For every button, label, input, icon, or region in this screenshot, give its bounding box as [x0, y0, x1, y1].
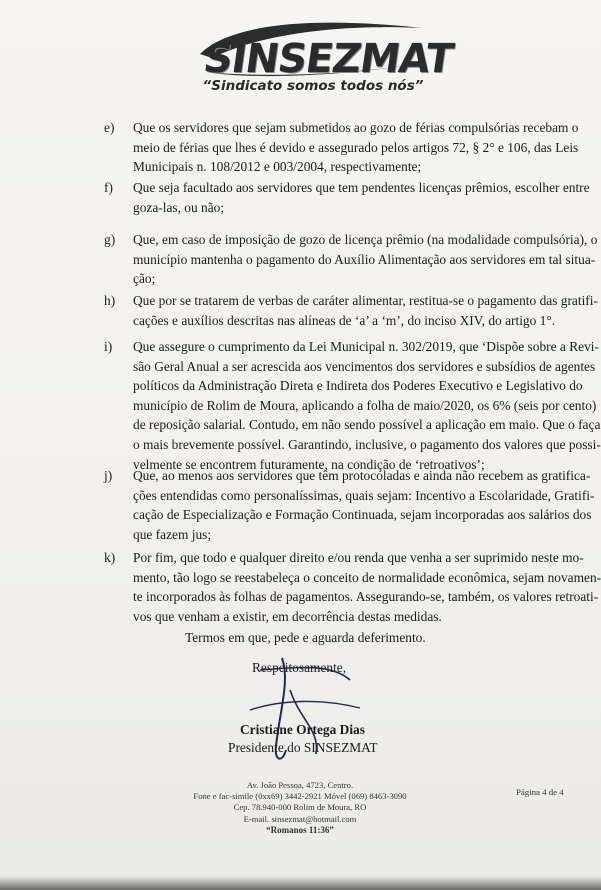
item-text	[133, 291, 598, 330]
item-letter: f)	[104, 180, 113, 195]
text-line: Que por se tratarem de verbas de caráter alimentar, restitua-se o pagamento das gratifi-	[133, 293, 598, 308]
item-letter: g)	[104, 232, 116, 247]
text-line: ções entendidas como personalíssimas, quais sejam: Incentivo a Escolaridade, Gratifi-	[133, 487, 595, 503]
footer-cep: Cep. 78.940-000 Rolim de Moura, RO	[233, 802, 367, 813]
footer-email[interactable]: E-mail. sinsezmat@hotmail.com	[243, 813, 357, 824]
item-letter: k)	[104, 550, 116, 565]
footer-address: Av. João Pessoa, 4723, Centro.	[246, 780, 354, 790]
item-text	[133, 118, 578, 177]
footer-phone: Fone e fac-simile (0xx69) 3442-2921 Móvel (069) 8463-3090	[193, 791, 407, 802]
text-line: velmente se encontrem futuramente, na condição de ‘retroativos’;	[133, 456, 485, 472]
text-line: Que, em caso de imposição de gozo de licença prêmio (na modalidade compulsória), o	[133, 232, 598, 247]
text-line: vos que venham a existir, em decorrência destas medidas.	[133, 608, 442, 624]
footer-verse: “Romanos 11:36”	[266, 824, 334, 835]
regards-line: Respeitosamente,	[252, 660, 347, 675]
signer-name: Cristiane Ortega Dias	[240, 722, 365, 737]
item-letter: e)	[104, 120, 115, 135]
text-line: Que, ao menos aos servidores que têm protocoladas e ainda não recebem as gratifica-	[133, 468, 591, 483]
text-line: o mais brevemente possível. Garantindo, inclusive, o pagamento dos valores que possi-	[133, 436, 601, 452]
text-line: goza-las, ou não;	[133, 199, 225, 215]
text-line: cações e auxílios descritas nas alíneas de ‘a’ a ‘m’, do inciso XIV, do artigo 1°.	[133, 312, 556, 328]
text-line: Que os servidores que sejam submetidos ao gozo de férias compulsórias recebam o	[133, 120, 579, 135]
item-text	[133, 230, 597, 289]
item-text	[133, 178, 590, 217]
footer	[150, 780, 450, 836]
item-letter: h)	[104, 293, 116, 308]
text-line: de reposição salarial. Contudo, em não sendo possível a aplicação em maio. Que o faça	[133, 417, 601, 433]
scan-edge-shadow	[0, 876, 601, 890]
text-line: te incorporados às folhas de pagamentos. Assegurando-se, também, os valores retroati-	[133, 589, 599, 605]
text-line: que fazem jus;	[133, 526, 212, 542]
logo-slogan: “Sindicato somos todos nós”	[202, 78, 424, 94]
item-text	[133, 466, 594, 544]
text-line: ção;	[133, 271, 156, 287]
text-line: mento, tão logo se reestabeleça o conceito de normalidade econômica, sejam novamen-	[133, 569, 601, 585]
item-letter: i)	[104, 339, 113, 354]
text-line: Que assegure o cumprimento da Lei Municipal n. 302/2019, que ‘Dispõe sobre a Revi-	[133, 339, 599, 354]
item-text	[133, 548, 601, 626]
page-number: Página 4 de 4	[516, 787, 564, 797]
text-line: cação de Especialização e Formação Continuada, sejam incorporadas aos salários dos	[133, 507, 592, 523]
text-line: Municipais n. 108/2012 e 003/2004, respectivamente;	[133, 159, 422, 175]
closing-line: Termos em que, pede e aguarda deferimento.	[185, 630, 426, 645]
text-line: Que seja facultado aos servidores que tem pendentes licenças prêmios, escolher entre	[133, 180, 590, 195]
signer-title: Presidente do SINSEZMAT	[228, 740, 378, 755]
text-line: são Geral Anual a ser acrescida aos vencimentos dos servidores e subsídios de agentes	[133, 358, 596, 374]
text-line: município mantenha o pagamento do Auxílio Alimentação aos servidores em tal situa-	[133, 251, 596, 267]
text-line: políticos da Administração Direta e Indireta dos Poderes Executivo e Legislativo do	[133, 378, 583, 394]
text-line: Por fim, que todo e qualquer direito e/ou renda que venha a ser suprimido neste mo-	[133, 550, 584, 565]
logo-wordmark: SINSEZMAT	[200, 36, 456, 82]
text-line: meio de férias que lhes é devido e assegurado pelos artigos 72, § 2° e 106, das Leis	[133, 139, 579, 155]
item-letter: j)	[104, 468, 113, 483]
text-line: município de Rolim de Moura, aplicando a folha de maio/2020, os 6% (seis por cento)	[133, 397, 597, 413]
item-text	[133, 337, 601, 474]
